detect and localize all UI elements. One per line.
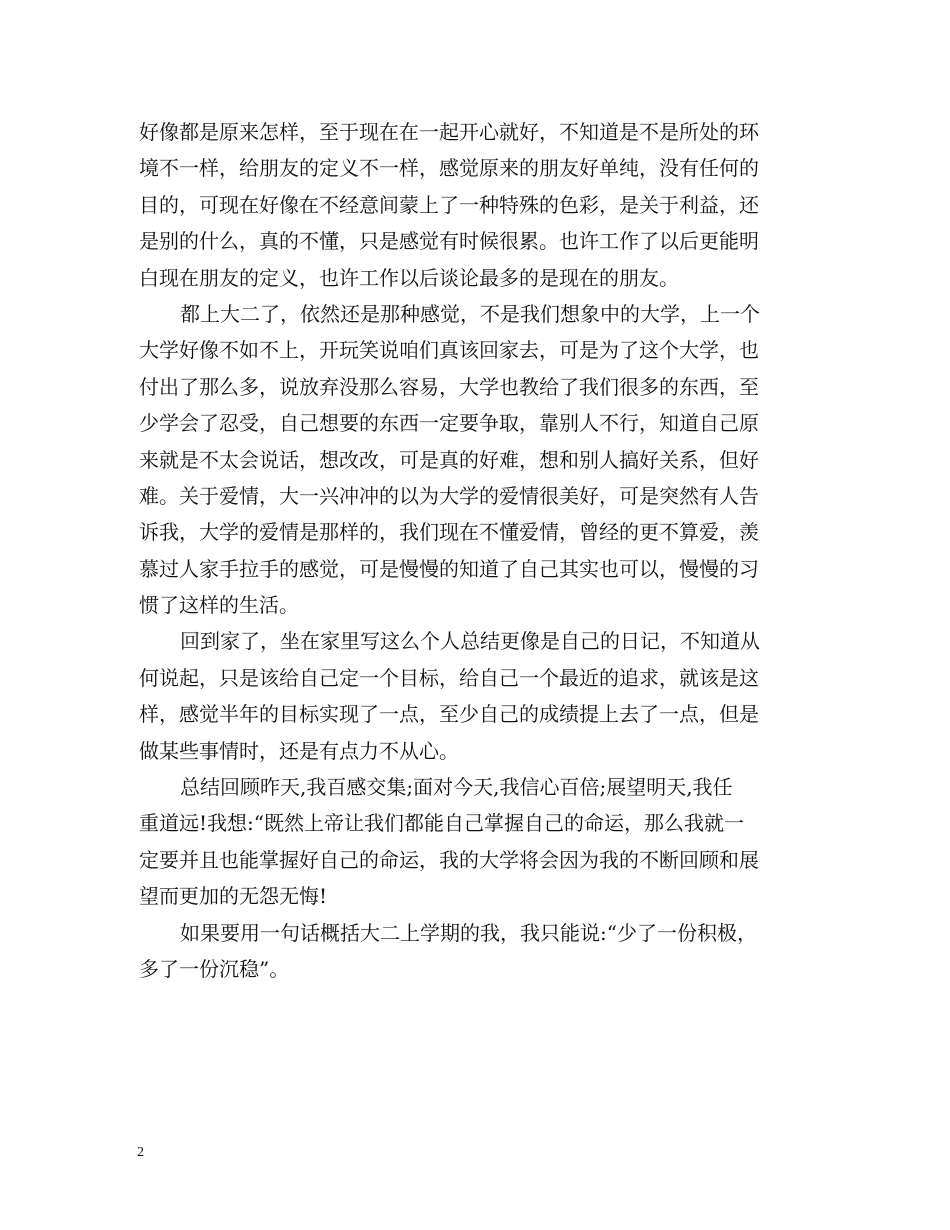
- text-line: 重道远!我想:“既然上帝让我们都能自己掌握自己的命运，那么我就一: [139, 811, 744, 836]
- paragraph-first-line: 如果要用一句话概括大二上学期的我，我只能说:“少了一份积极，: [180, 920, 757, 945]
- text-line: 是别的什么，真的不懂，只是感觉有时候很累。也许工作了以后更能明: [139, 229, 759, 254]
- document-body: [139, 114, 815, 987]
- text-line: 做某些事情时，还是有点力不从心。: [139, 738, 459, 763]
- text-line: 来就是不太会说话，想改改，可是真的好难，想和别人搞好关系，但好: [139, 447, 759, 472]
- paragraph-first-line: 都上大二了，依然还是那种感觉，不是我们想象中的大学，上一个: [180, 301, 760, 326]
- text-line: 多了一份沉稳”。: [139, 956, 290, 981]
- text-line: 望而更加的无怨无悔!: [139, 884, 328, 909]
- text-line: 定要并且也能掌握好自己的命运，我的大学将会因为我的不断回顾和展: [139, 847, 759, 872]
- paragraph-first-line: 总结回顾昨天,我百感交集;面对今天,我信心百倍;展望明天,我任: [180, 775, 733, 800]
- paragraph-first-line: 回到家了，坐在家里写这么个人总结更像是自己的日记，不知道从: [180, 629, 760, 654]
- text-line: 付出了那么多，说放弃没那么容易，大学也教给了我们很多的东西，至: [139, 374, 759, 399]
- text-line: 诉我，大学的爱情是那样的，我们现在不懂爱情，曾经的更不算爱，羡: [139, 520, 759, 545]
- text-line: 何说起，只是该给自己定一个目标，给自己一个最近的追求，就该是这: [139, 665, 759, 690]
- text-line: 境不一样，给朋友的定义不一样，感觉原来的朋友好单纯，没有任何的: [139, 156, 759, 181]
- text-line: 大学好像不如不上，开玩笑说咱们真该回家去，可是为了这个大学，也: [139, 338, 759, 363]
- text-line: 惯了这样的生活。: [139, 593, 299, 618]
- text-line: 目的，可现在好像在不经意间蒙上了一种特殊的色彩，是关于利益，还: [139, 192, 759, 217]
- text-line: 慕过人家手拉手的感觉，可是慢慢的知道了自己其实也可以，慢慢的习: [139, 556, 759, 581]
- text-line: 样，感觉半年的目标实现了一点，至少自己的成绩提上去了一点，但是: [139, 702, 759, 727]
- text-line: 好像都是原来怎样，至于现在在一起开心就好，不知道是不是所处的环: [139, 120, 759, 144]
- page-number: 2: [137, 1145, 144, 1160]
- text-line: 少学会了忍受，自己想要的东西一定要争取，靠别人不行，知道自己原: [139, 411, 759, 436]
- text-line: 白现在朋友的定义，也许工作以后谈论最多的是现在的朋友。: [139, 265, 679, 290]
- text-line: 难。关于爱情，大一兴冲冲的以为大学的爱情很美好，可是突然有人告: [139, 483, 759, 508]
